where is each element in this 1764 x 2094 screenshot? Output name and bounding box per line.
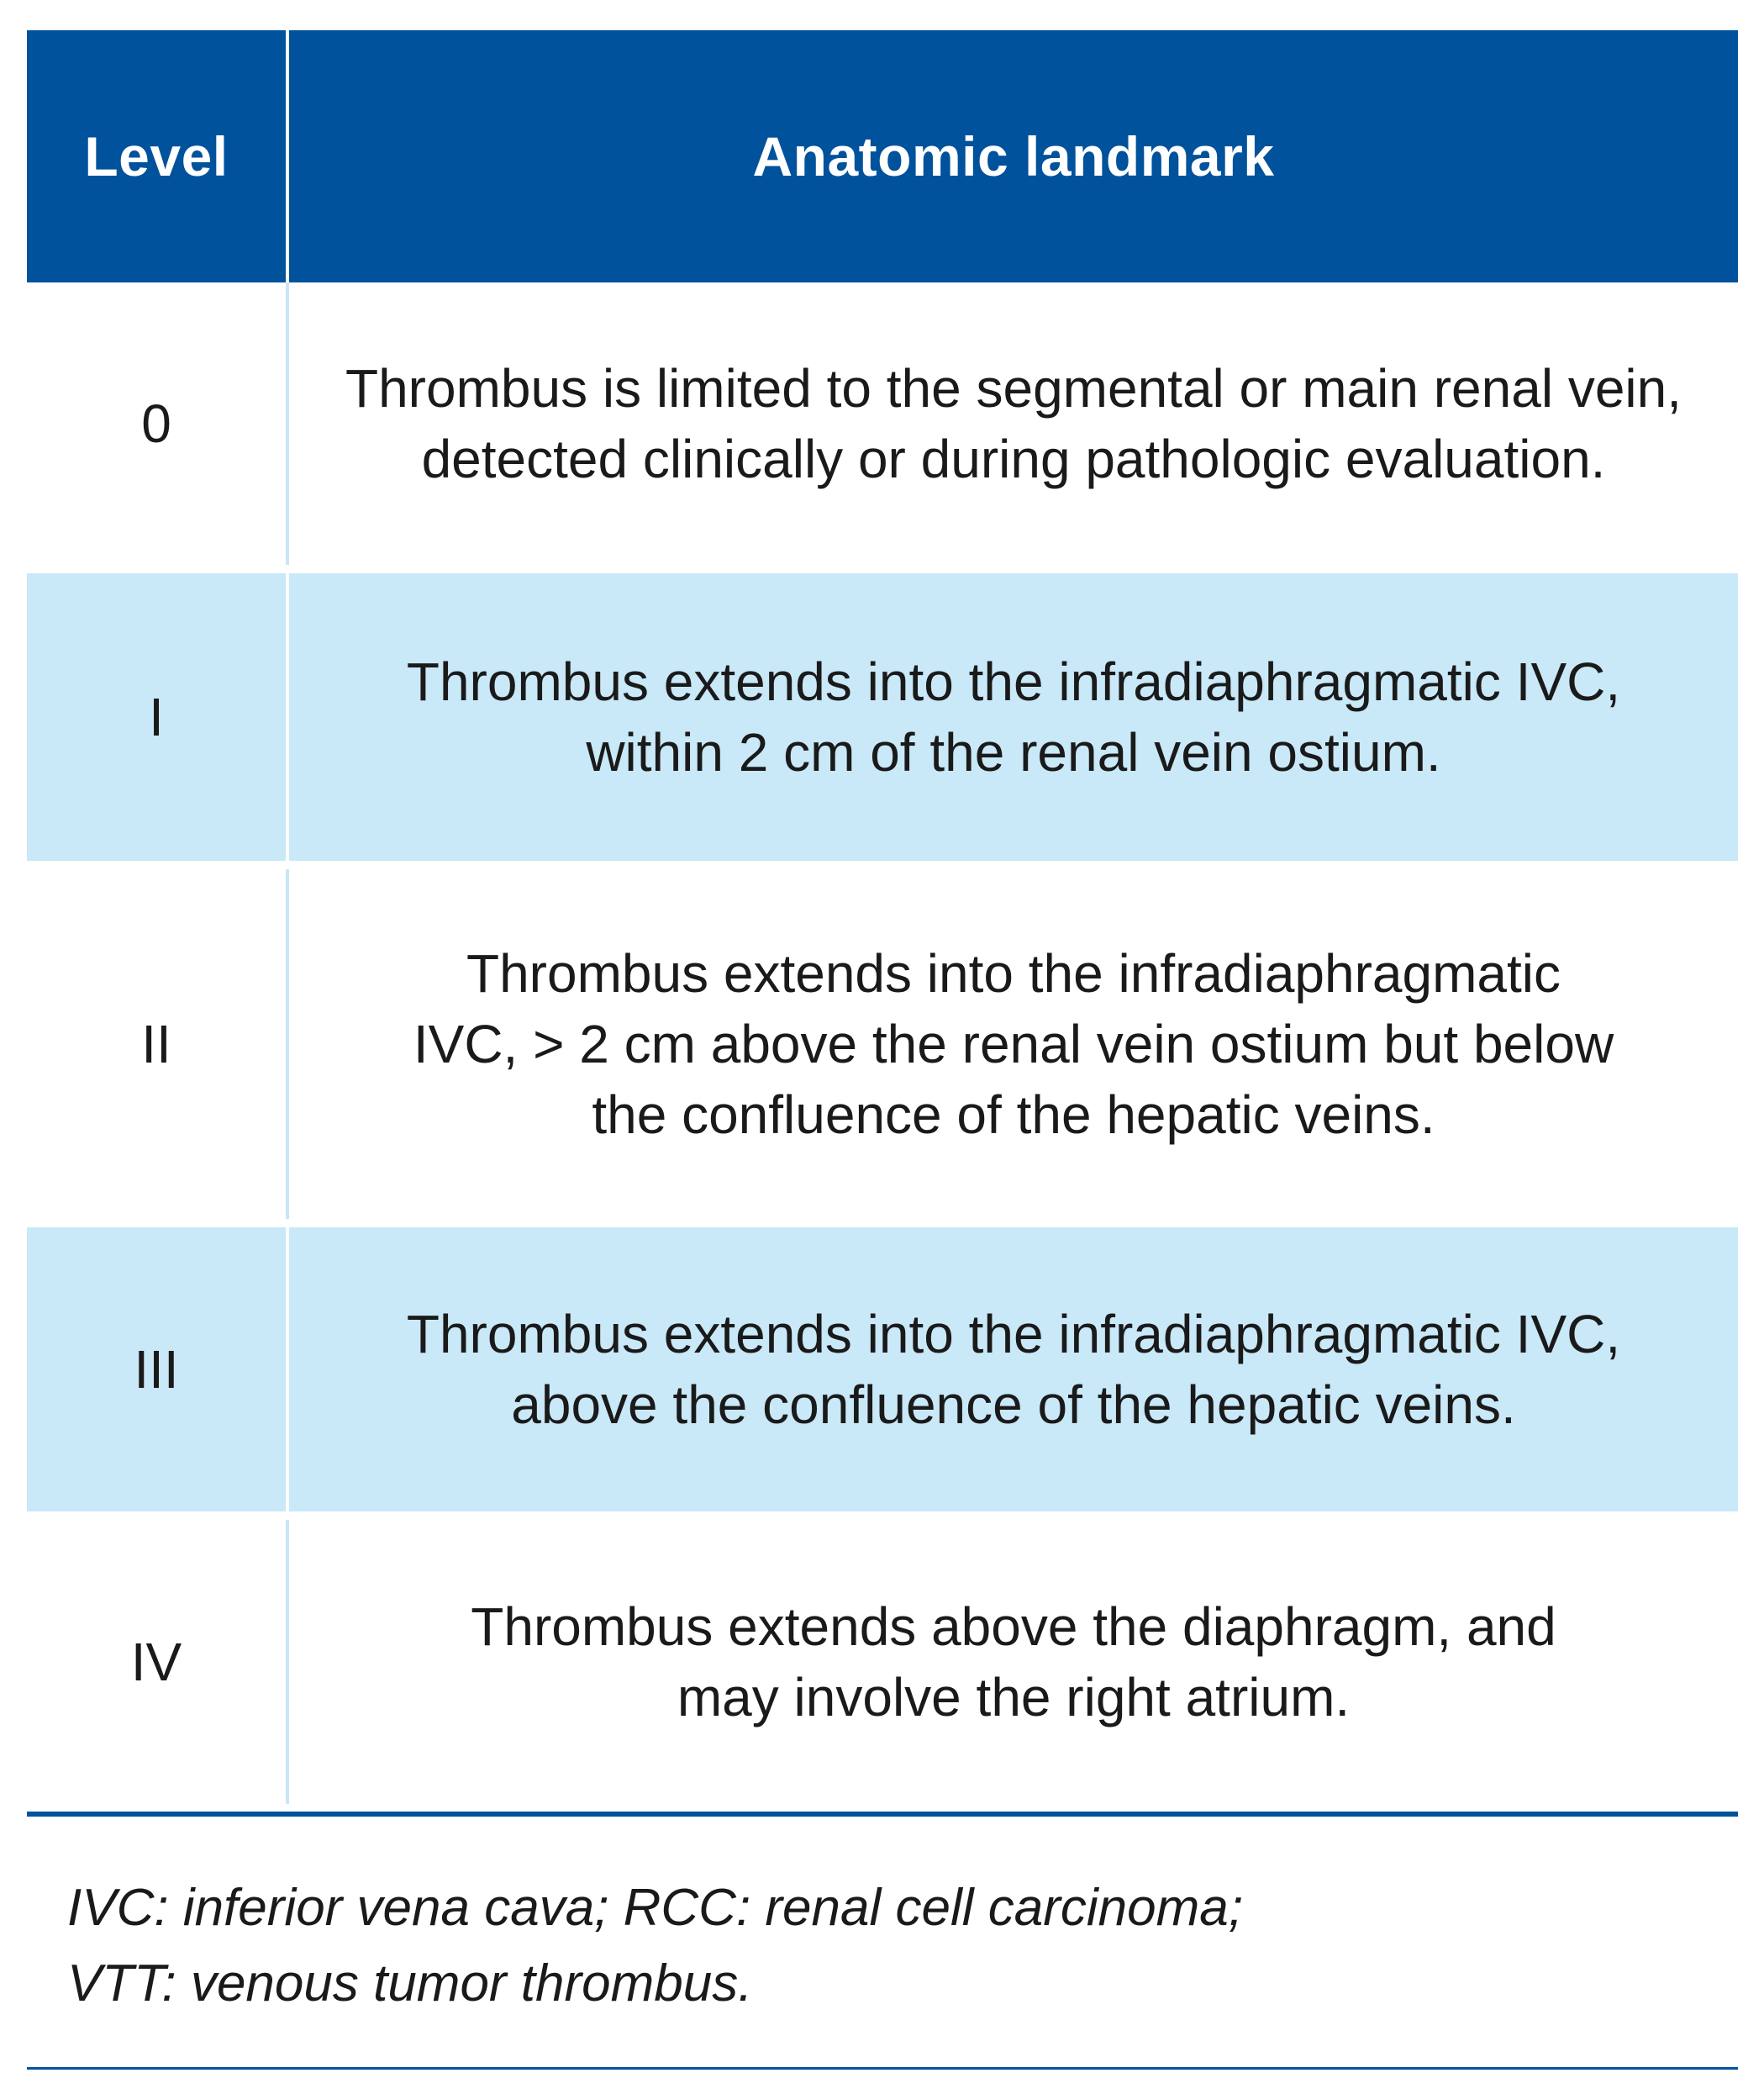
level-value: I [149,687,164,747]
header-level-label: Level [84,125,229,187]
header-level [27,30,289,282]
landmark-line: Thrombus extends into the infradiaphragmatic [466,943,1561,1004]
level-value: II [141,1014,171,1074]
landmark-cell [289,869,1738,1219]
landmark-line: within 2 cm of the renal vein ostium. [586,722,1441,783]
footnote-bottom-rule [27,2067,1738,2070]
level-value: 0 [141,393,171,454]
table-row [27,869,1738,1219]
header-landmark-label: Anatomic landmark [752,125,1275,187]
landmark-cell [289,282,1738,565]
table-header-row [27,30,1738,282]
footnote-line: IVC: inferior vena cava; RCC: renal cell carcinoma; [67,1879,1243,1937]
table-footnote [67,1870,1706,2022]
level-cell [27,282,289,565]
level-cell [27,573,289,861]
header-landmark [289,30,1738,282]
landmark-line: may involve the right atrium. [677,1667,1351,1727]
level-cell [27,1520,289,1804]
landmark-line: detected clinically or during pathologic evaluation. [421,429,1606,489]
landmark-line: IVC, > 2 cm above the renal vein ostium but below [413,1014,1614,1074]
landmark-cell [289,1227,1738,1511]
level-value: III [134,1339,179,1400]
landmark-line: above the confluence of the hepatic veins. [511,1374,1516,1435]
level-value: IV [130,1632,182,1692]
landmark-cell [289,573,1738,861]
landmark-line: the confluence of the hepatic veins. [592,1084,1435,1145]
level-cell [27,1227,289,1511]
landmark-cell [289,1520,1738,1804]
level-cell [27,869,289,1219]
thrombus-level-table [27,30,1738,1804]
table-row [27,1520,1738,1804]
landmark-line: Thrombus extends into the infradiaphragmatic IVC, [406,651,1621,712]
table-row [27,573,1738,861]
table-row [27,1227,1738,1511]
table-bottom-rule [27,1812,1738,1817]
landmark-line: Thrombus extends above the diaphragm, and [471,1596,1556,1657]
landmark-line: Thrombus is limited to the segmental or main renal vein, [345,358,1682,419]
table-row [27,282,1738,565]
footnote-line: VTT: venous tumor thrombus. [67,1954,753,2012]
landmark-line: Thrombus extends into the infradiaphragmatic IVC, [406,1304,1621,1364]
